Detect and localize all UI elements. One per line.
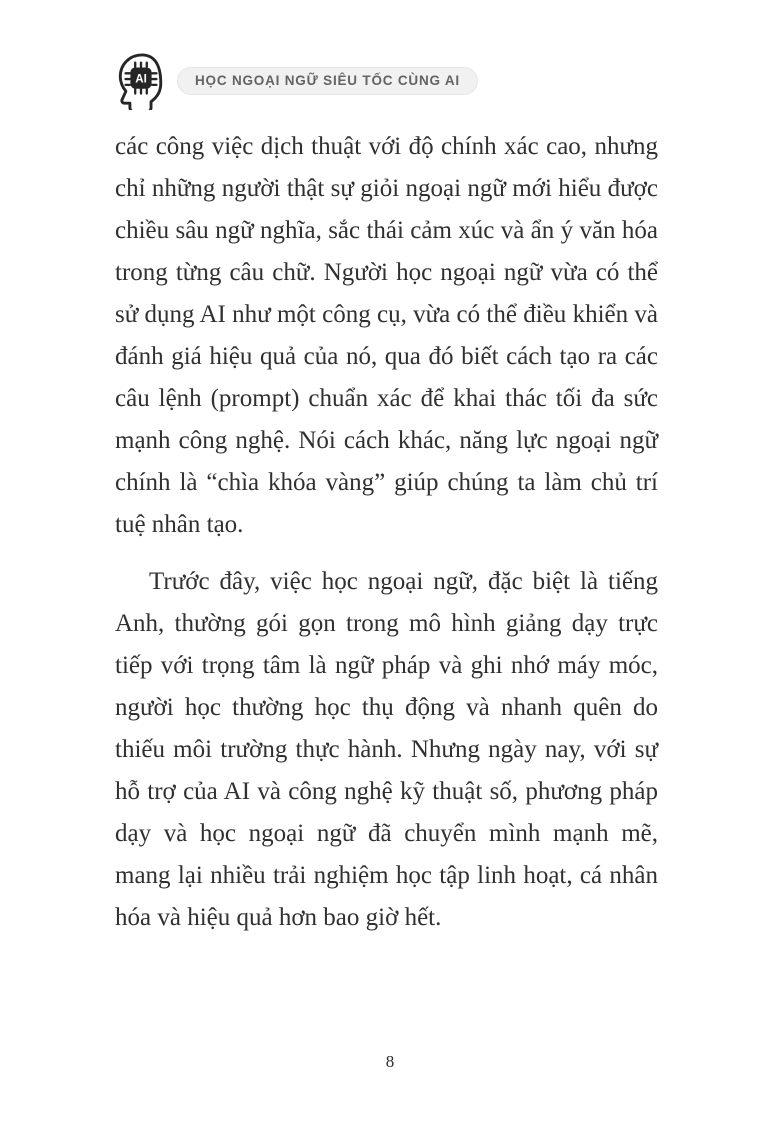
book-title-badge: HỌC NGOẠI NGỮ SIÊU TỐC CÙNG AI (177, 67, 478, 95)
ai-chip-label: AI (135, 73, 147, 86)
page-header (114, 52, 478, 110)
page-body (115, 126, 658, 939)
paragraph: các công việc dịch thuật với độ chính xác cao, nhưng chỉ những người thật sự giỏi ngoại ngữ mới hiểu được chiều sâu ngữ nghĩa, sắc thái cảm xúc và ẩn ý văn hóa trong từng câu chữ. Người học ngoại ngữ vừa có thể sử dụng AI như một công cụ, vừa có thể điều khiển và đánh giá hiệu quả của nó, qua đó biết cách tạo ra các câu lệnh (prompt) chuẩn xác để khai thác tối đa sức mạnh công nghệ. Nói cách khác, năng lực ngoại ngữ chính là “chìa khóa vàng” giúp chúng ta làm chủ trí tuệ nhân tạo. (115, 133, 658, 538)
paragraph: Trước đây, việc học ngoại ngữ, đặc biệt là tiếng Anh, thường gói gọn trong mô hình giảng dạy trực tiếp với trọng tâm là ngữ pháp và ghi nhớ máy móc, người học thường học thụ động và nhanh quên do thiếu môi trường thực hành. Nhưng ngày nay, với sự hỗ trợ của AI và công nghệ kỹ thuật số, phương pháp dạy và học ngoại ngữ đã chuyển mình mạnh mẽ, mang lại nhiều trải nghiệm học tập linh hoạt, cá nhân hóa và hiệu quả hơn bao giờ hết. (115, 568, 658, 931)
ai-head-logo-icon (114, 52, 168, 110)
page-footer (0, 1052, 780, 1072)
page-number: 8 (385, 1052, 395, 1071)
